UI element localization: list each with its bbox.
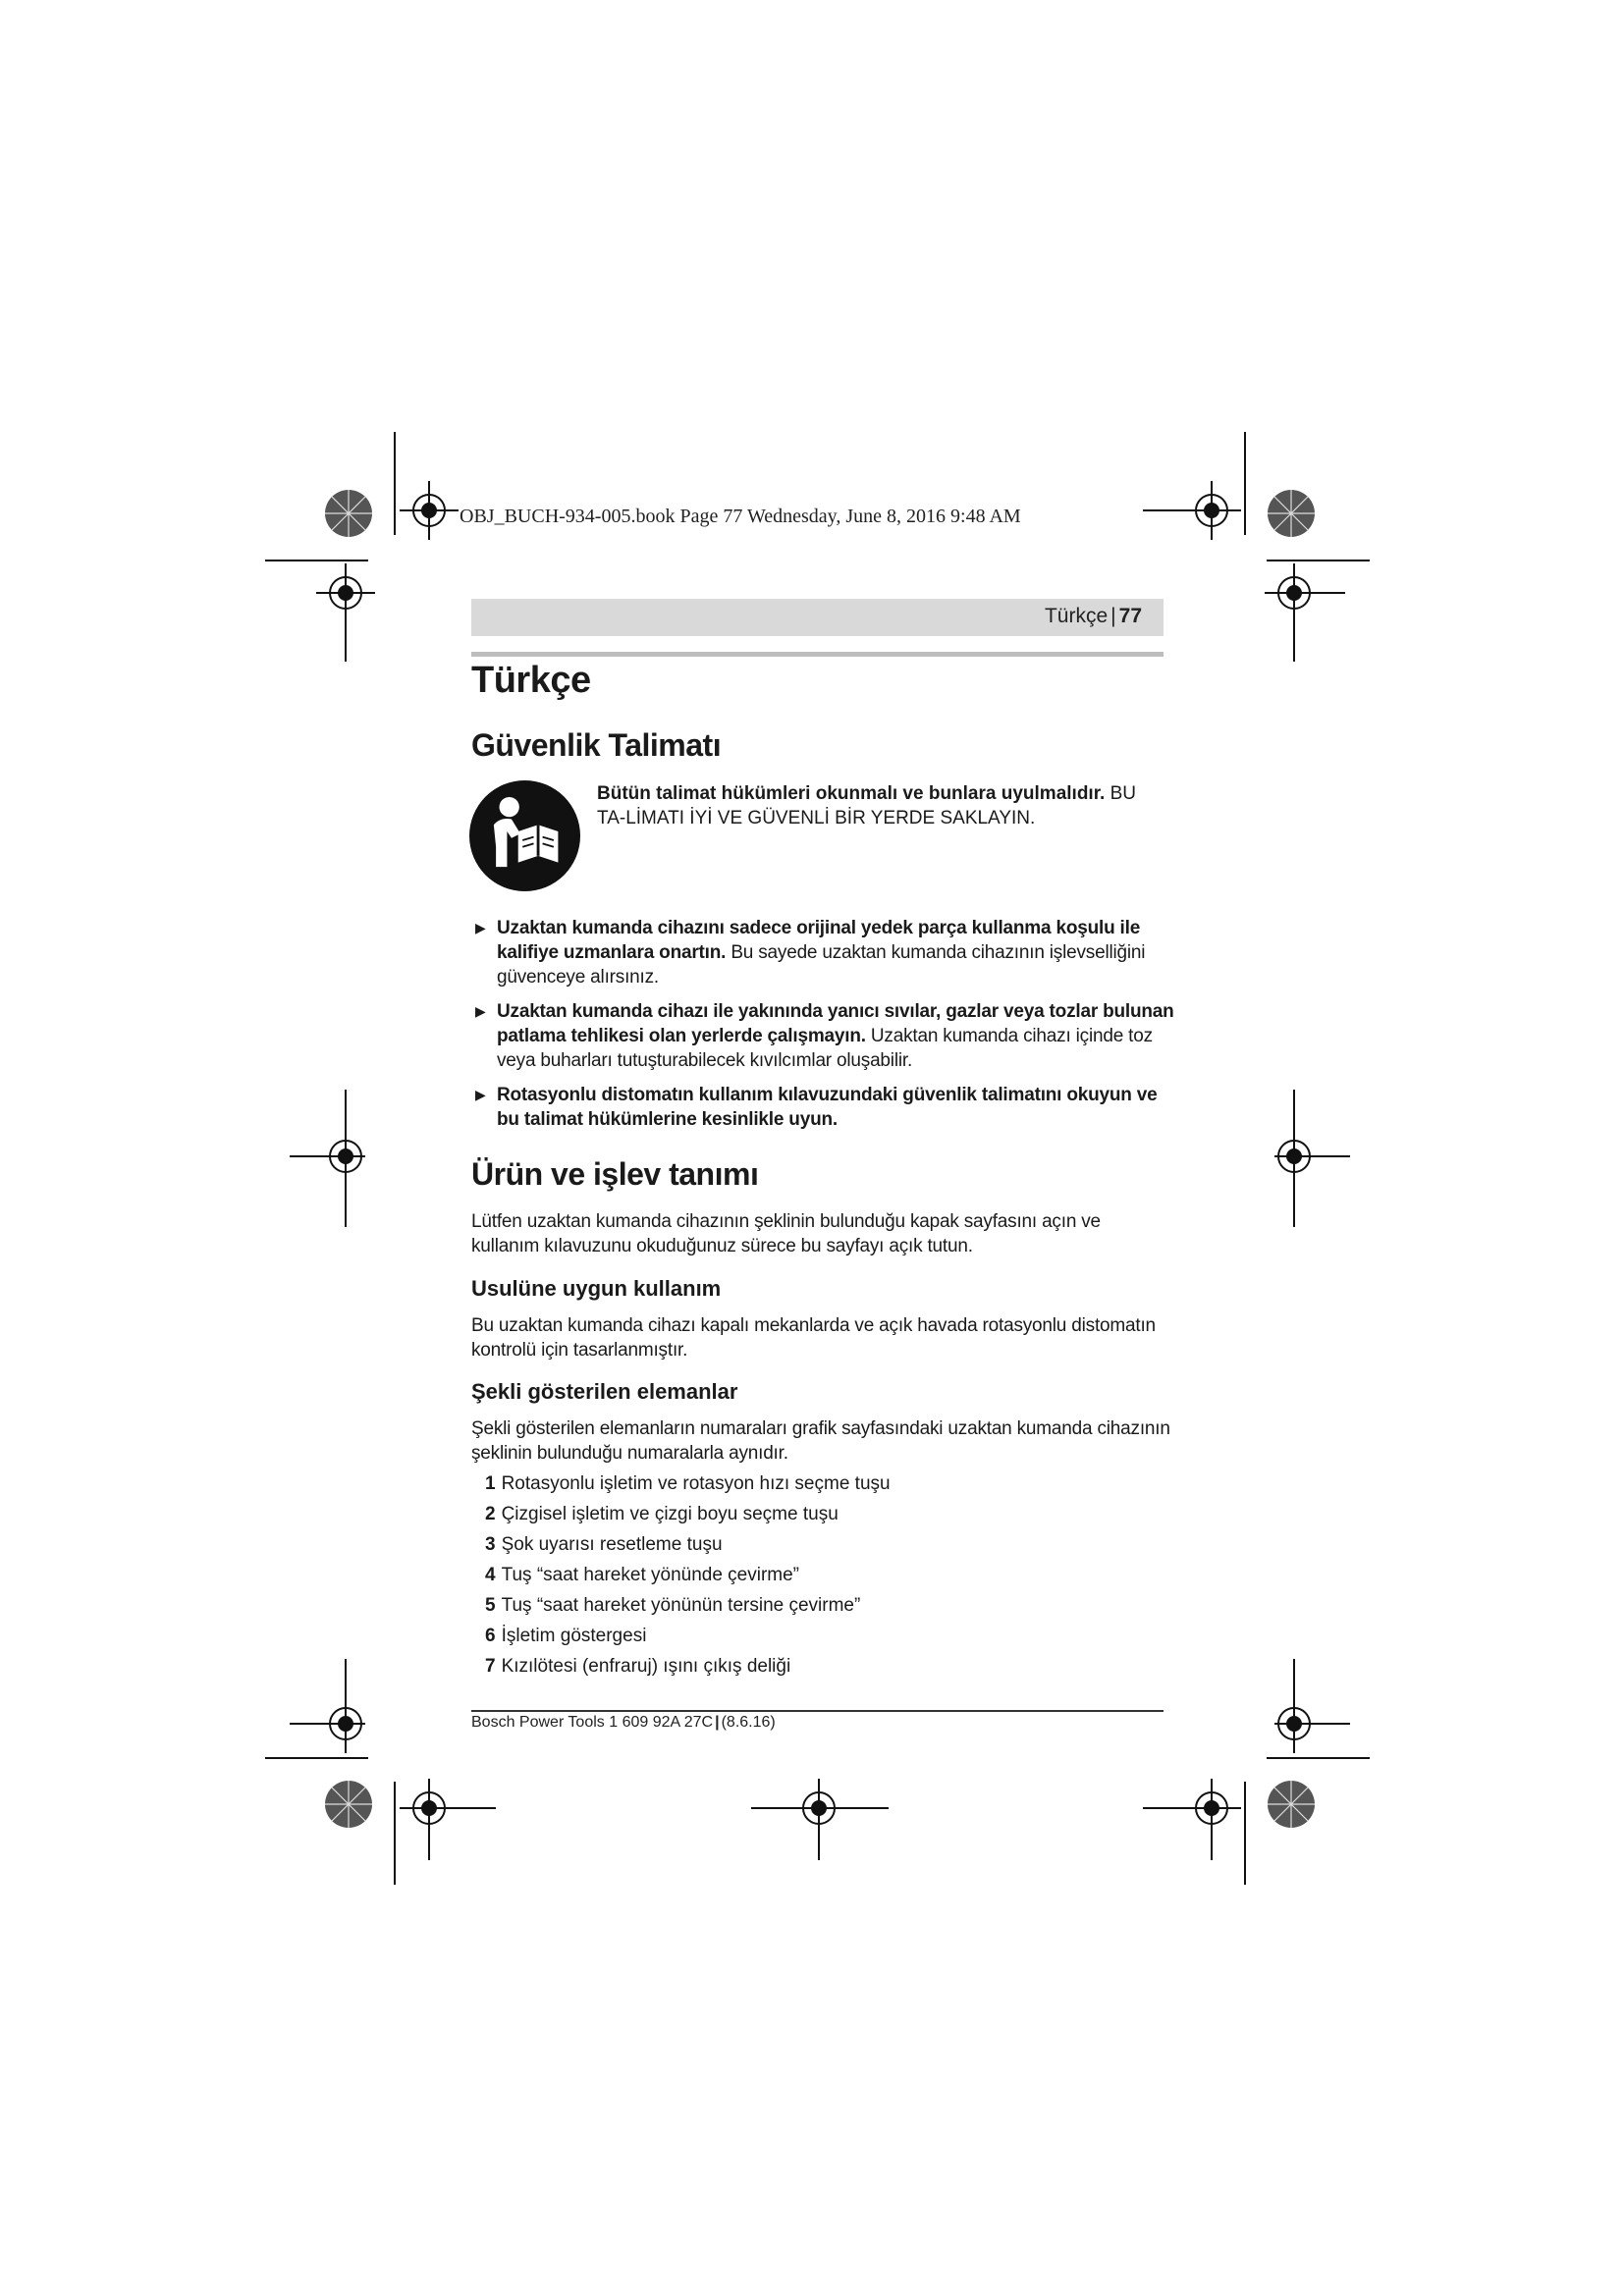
list-item: 4 Tuş “saat hareket yönünde çevirme” xyxy=(485,1565,800,1585)
footer-code: 1 609 92A 27C xyxy=(609,1714,714,1731)
list-item: 1 Rotasyonlu işletim ve rotasyon hızı seçme tuşu xyxy=(485,1473,891,1494)
product-text: Lütfen uzaktan kumanda cihazının şeklinin bulunduğu kapak sayfasını açın ve kullanım kılavuzunu okuduğunuz sürece bu sayfayı açık tutun. xyxy=(471,1211,1101,1256)
print-slug: OBJ_BUCH-934-005.book Page 77 Wednesday, June 8, 2016 9:48 AM xyxy=(460,506,1021,527)
components-text: Şekli gösterilen elemanların numaraları grafik sayfasındaki uzaktan kumanda cihazının şeklinin bulunduğu numaralarla aynıdır. xyxy=(471,1418,1170,1464)
page-number: 77 xyxy=(1118,605,1142,627)
running-head xyxy=(1045,605,1142,628)
running-head-separator: | xyxy=(1110,605,1116,627)
safety-heading: Güvenlik Talimatı xyxy=(471,727,722,763)
intended-use-text: Bu uzaktan kumanda cihazı kapalı mekanlarda ve açık havada rotasyonlu distomatın kontrolü için tasarlanmıştır. xyxy=(471,1315,1156,1361)
safety-bullet-3 xyxy=(475,1083,1182,1132)
running-head-language: Türkçe xyxy=(1044,605,1109,627)
bullet-bold: Rotasyonlu distomatın kullanım kılavuzundaki güvenlik talimatını okuyun ve bu talimat hükümlerine kesinlikle uyun. xyxy=(497,1085,1158,1130)
head-rule xyxy=(471,652,1164,657)
page-title: Türkçe xyxy=(471,660,591,701)
bullet-text: Bu sayede uzaktan kumanda cihazının işlevselliğini güvenceye alırsınız. xyxy=(497,942,1146,988)
bullet-triangle-icon: ▶ xyxy=(475,920,486,935)
safety-bullet-2 xyxy=(475,999,1182,1073)
bullet-triangle-icon: ▶ xyxy=(475,1003,486,1019)
footer-publisher: Bosch Power Tools xyxy=(471,1714,605,1731)
bullet-bold: Uzaktan kumanda cihazını sadece orijinal yedek parça kullanma koşulu ile kalifiye uzmanlara onartın. xyxy=(497,918,1141,963)
read-manual-icon xyxy=(469,780,580,891)
list-item: 6 İşletim göstergesi xyxy=(485,1626,647,1646)
safety-intro-text: BU TA-LİMATI İYİ VE GÜVENLİ BİR YERDE SAKLAYIN. xyxy=(597,783,1137,828)
page-footer xyxy=(471,1714,776,1732)
components-heading: Şekli gösterilen elemanlar xyxy=(471,1379,738,1404)
safety-intro xyxy=(597,781,1166,830)
bullet-bold: Uzaktan kumanda cihazı ile yakınında yanıcı sıvılar, gazlar veya tozlar bulunan patlama tehlikesi olan yerlerde çalışmayın. xyxy=(497,1001,1174,1046)
footer-rule xyxy=(471,1710,1164,1712)
safety-bullet-1 xyxy=(475,916,1182,989)
list-item: 3 Şok uyarısı resetleme tuşu xyxy=(485,1534,723,1555)
running-head-bar xyxy=(471,599,1164,636)
bullet-triangle-icon: ▶ xyxy=(475,1087,486,1102)
footer-separator: | xyxy=(715,1714,720,1731)
product-heading: Ürün ve işlev tanımı xyxy=(471,1156,759,1192)
bullet-text: Uzaktan kumanda cihazı içinde toz veya buharları tutuşturabilecek kıvılcımlar oluşabilir. xyxy=(497,1026,1153,1071)
list-item: 7 Kızılötesi (enfraruj) ışını çıkış deliği xyxy=(485,1656,791,1677)
safety-intro-bold: Bütün talimat hükümleri okunmalı ve bunlara uyulmalıdır. xyxy=(597,783,1106,804)
intended-use-heading: Usulüne uygun kullanım xyxy=(471,1276,722,1301)
list-item: 2 Çizgisel işletim ve çizgi boyu seçme tuşu xyxy=(485,1504,839,1524)
list-item: 5 Tuş “saat hareket yönünün tersine çevirme” xyxy=(485,1595,861,1616)
footer-date: (8.6.16) xyxy=(721,1714,776,1731)
components-list xyxy=(485,1468,1163,1682)
